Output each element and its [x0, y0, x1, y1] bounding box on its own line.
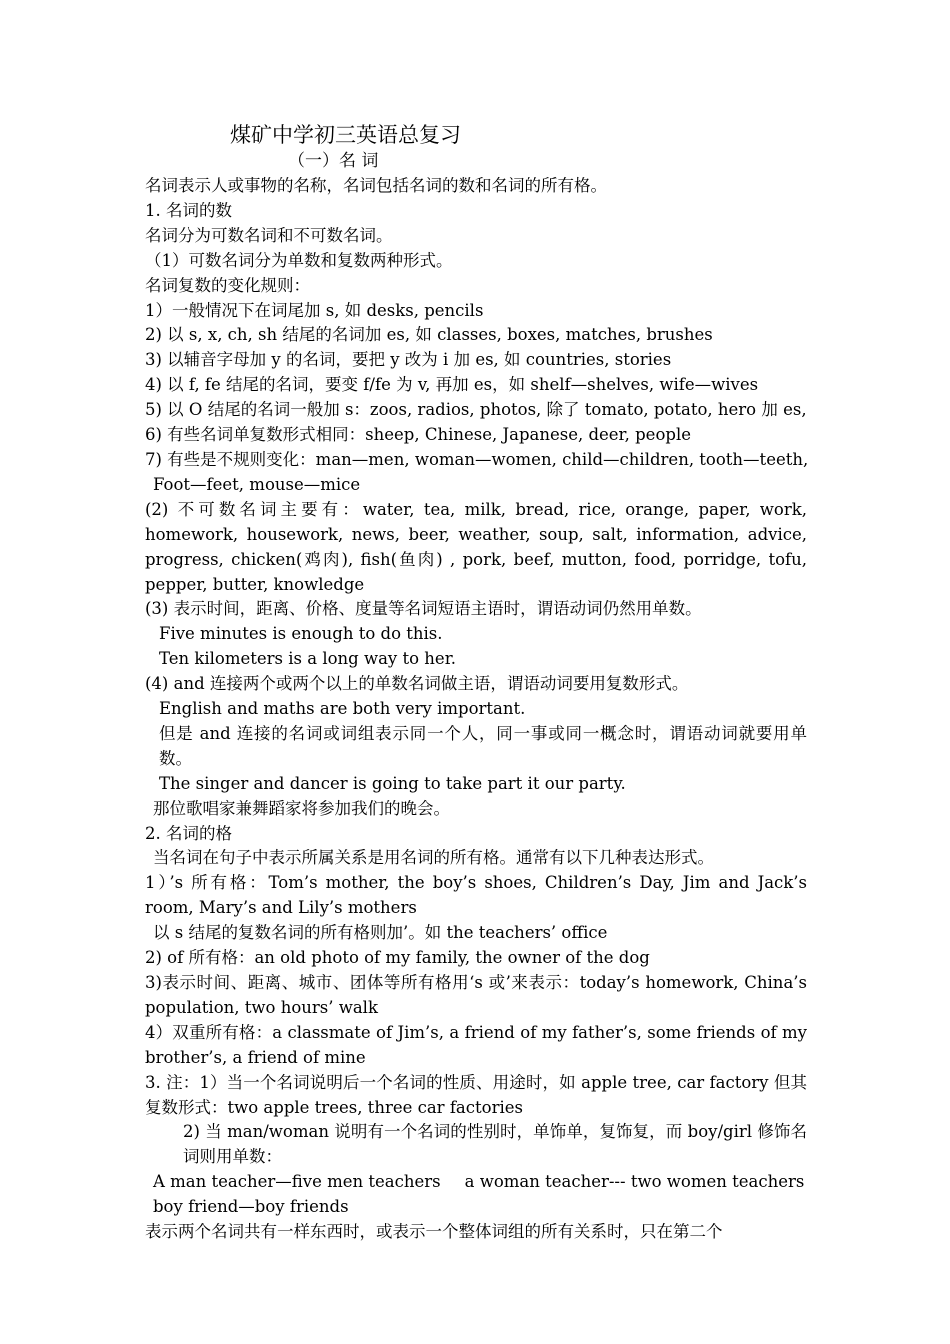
example-boy-friend: boy friend—boy friends — [153, 1197, 349, 1217]
paragraph-possessive-intro: 当名词在句子中表示所属关系是用名词的所有格。通常有以下几种表达形式。 — [153, 848, 714, 868]
document-body — [145, 174, 807, 1245]
paragraph-plural-rules-heading: 名词复数的变化规则： — [145, 275, 310, 295]
heading-noun-number: 1. 名词的数 — [145, 200, 232, 220]
paragraph-countable-uncountable: 名词分为可数名词和不可数名词。 — [145, 225, 393, 245]
possessive-item-2: 2) of 所有格：an old photo of my family, the owner of the dog — [145, 948, 650, 968]
paragraph-uncountable-nouns: (2) 不可数名词主要有：water, tea, milk, bread, rice, orange, paper, work, homework, housework, news, beer, weather, soup, salt, information, advice, progress, chicken(鸡肉), fish(鱼肉) , pork, beef, mutton, food, porridge, tofu, pepper, butter, knowledge — [145, 499, 807, 594]
possessive-plural-note: 以 s 结尾的复数名词的所有格则加’。如 the teachers’ office — [153, 923, 608, 943]
example-sentence: Five minutes is enough to do this. — [159, 624, 443, 644]
section-heading-nouns: （一）名 词 — [288, 151, 379, 171]
possessive-item-3: 3)表示时间、距离、城市、团体等所有格用‘s 或’来表示：today’s homework, China’s population, two hours’ walk — [145, 973, 807, 1017]
paragraph-joint-possession: 表示两个名词共有一样东西时，或表示一个整体词组的所有关系时，只在第二个 — [145, 1222, 723, 1242]
note-item-2: 2) 当 man/woman 说明有一个名词的性别时，单饰单，复饰复，而 boy/girl 修饰名词则用单数： — [183, 1122, 807, 1167]
rule-item-7-continued: Foot—feet, mouse—mice — [153, 474, 361, 494]
rule-item-6: 6) 有些名词单复数形式相同：sheep, Chinese, Japanese, deer, people — [145, 425, 691, 445]
rule-item-7: 7) 有些是不规则变化：man—men, woman—women, child—children, tooth—teeth, — [145, 449, 809, 469]
example-translation: 那位歌唱家兼舞蹈家将参加我们的晚会。 — [153, 798, 450, 818]
rule-item-4: 4) 以 f, fe 结尾的名词，要变 f/fe 为 v, 再加 es，如 shelf—shelves, wife—wives — [145, 375, 759, 395]
example-sentence: English and maths are both very important. — [159, 699, 526, 719]
example-sentence: Ten kilometers is a long way to her. — [159, 649, 457, 669]
paragraph-intro: 名词表示人或事物的名称，名词包括名词的数和名词的所有格。 — [145, 176, 607, 195]
rule-item-3: 3) 以辅音字母加 y 的名词，要把 y 改为 i 加 es, 如 countries, stories — [145, 350, 672, 370]
example-line-gender — [145, 1170, 807, 1195]
rule-item-2: 2) 以 s, x, ch, sh 结尾的名词加 es, 如 classes, boxes, matches, brushes — [145, 325, 713, 345]
rule-item-5: 5) 以 O 结尾的名词一般加 s：zoos, radios, photos, 除了 tomato, potato, hero 加 es, — [145, 400, 807, 420]
paragraph-and-singular-exception: 但是 and 连接的名词或词组表示同一个人，同一事或同一概念时，谓语动词就要用单数。 — [159, 723, 807, 768]
paragraph-and-plural: (4) and 连接两个或两个以上的单数名词做主语，谓语动词要用复数形式。 — [145, 674, 689, 694]
paragraph-singular-plural: （1）可数名词分为单数和复数两种形式。 — [145, 250, 453, 270]
note-item-1: 3. 注：1）当一个名词说明后一个名词的性质、用途时，如 apple tree, car factory 但其复数形式：two apple trees, three car factories — [145, 1072, 807, 1117]
possessive-item-1: 1）’s 所有格：Tom’s mother, the boy’s shoes, Children’s Day, Jim and Jack’s room, Mary’s and Lily’s mothers — [145, 873, 807, 918]
example-woman-teacher: a woman teacher--- two women teachers — [464, 1172, 805, 1192]
example-sentence: The singer and dancer is going to take part it our party. — [159, 773, 626, 793]
heading-possessive-case: 2. 名词的格 — [145, 823, 232, 843]
possessive-item-4: 4）双重所有格：a classmate of Jim’s, a friend of my father’s, some friends of my brother’s, a friend of mine — [145, 1022, 807, 1067]
rule-item-1: 1）一般情况下在词尾加 s, 如 desks, pencils — [145, 300, 484, 320]
example-man-teacher: A man teacher—five men teachers — [153, 1172, 441, 1192]
document-title: 煤矿中学初三英语总复习 — [230, 123, 461, 147]
paragraph-time-distance-singular: (3) 表示时间，距离、价格、度量等名词短语主语时，谓语动词仍然用单数。 — [145, 599, 702, 619]
